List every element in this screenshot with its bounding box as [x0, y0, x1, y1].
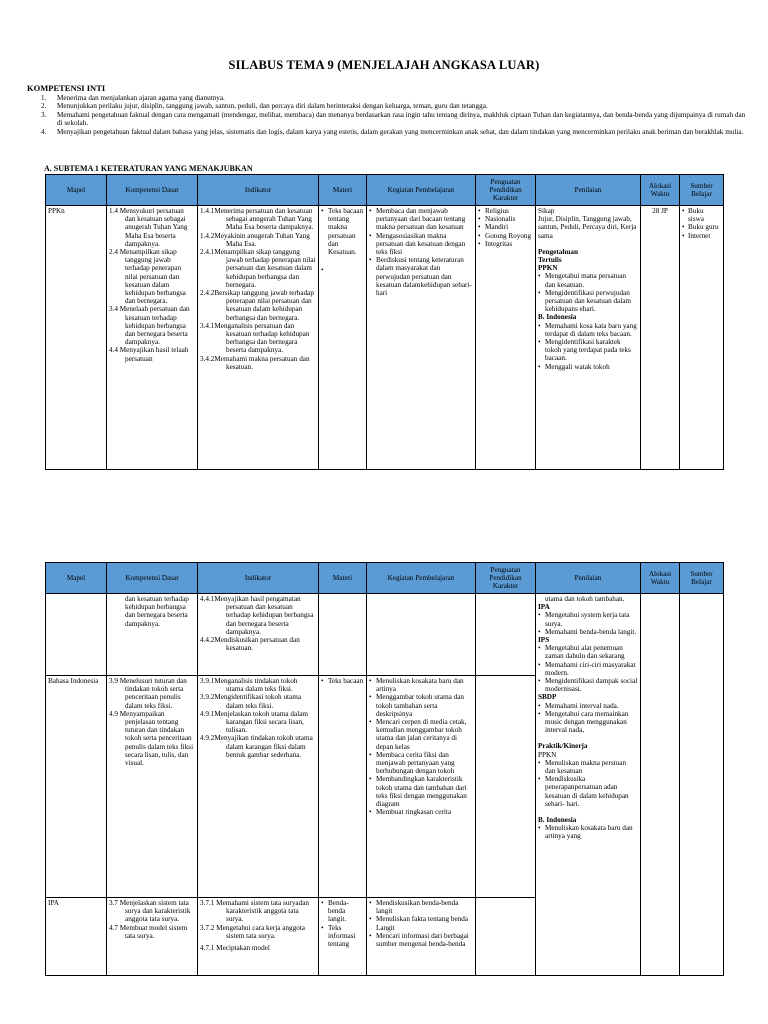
cell-kegiatan	[367, 898, 476, 976]
table-row	[46, 594, 724, 676]
list-item: • Memahami ciri-ciri masyarakat modern.	[545, 661, 638, 677]
cell-karakter	[476, 206, 536, 470]
cell-mapel: IPA	[46, 898, 107, 976]
cell-karakter	[476, 594, 536, 676]
cell-mapel: PPKn	[46, 206, 107, 470]
col-header-indikator: Indikator	[198, 175, 319, 206]
list-item: • Mengetahui cara memainkan music dengan menggunakan interval nada,	[545, 710, 638, 735]
table-header-row	[46, 563, 724, 594]
col-header-sumber: Sumber Belajar	[680, 175, 724, 206]
list-item: 2. Menunjukkan perilaku jujur, disiplin, tanggung jawab, santun, peduli, dan percaya diri dalam berinteraksi dengan keluarga, teman, guru dan tetangga.	[41, 102, 488, 111]
cell-indikator: 3.7.1 Memahami sistem tata suryadan karakteristik anggota tata surya. 3.7.2 Mengetahui cara kerja anggota sistem tata surya. 4.7.1 Meciptakan model	[198, 898, 319, 976]
col-header-materi: Materi	[319, 563, 367, 594]
list-item: • Memahami benda-benda langit.	[545, 628, 638, 636]
page-title: SILABUS TEMA 9 (MENJELAJAH ANGKASA LUAR)	[228, 58, 540, 72]
list-item: 4. Menyajikan pengetahuan faktual dalam bahasa yang jelas, sistematis dan logis, dalam karya yang estetis, dalam gerakan yang mencerminkan anak sehat, dan dalam tindakan yang mencerminkan perilaku anak beriman dan berakhlak mulia.	[41, 127, 744, 136]
cell-kd: dan kesatuan terhadap kehidupan berbangsa dan bernegara beserta dampaknya.	[107, 594, 198, 676]
cell-kd: 1.4 Mensyukuri persatuan dan kesatuan sebagai anugerah Tuhan Yang Maha Esa beserta dampaknya. 2.4 Menampilkan sikap tanggung jawab terhadap penerapan nilai persatuan dan kesatuan dalam kehidupan berbangsa dan bernegara. 3.4 Menelaah persatuan dan kesatuan terhadap kehidupan berbangsa dan bernegara beserta dampaknya. 4.4 Menyajikan hasil telaah persatuan	[107, 206, 198, 470]
list-item: • Berdiskusi tentang keteraturan dalam masyarakat dan perwujudan persatuan dan kesatuan dalamkehidupan sehari-hari	[376, 256, 473, 297]
cell-sumber	[680, 594, 724, 976]
list-item: • Membaca cerita fiksi dan menjawab pertanyaan yang berhubungan dengan tokoh	[376, 751, 473, 776]
list-item: • Mengetahui system kerja tata surya.	[545, 611, 638, 627]
cell-indikator: 3.9.1Menganalisis tindakan tokoh utama dalam teks fiksi. 3.9.2Mengidentifikasi tokoh utama dalam teks fiksi. 4.9.1Menjelaskan tokoh utama dalam karangan fiksi secara lisan, tulisan. 4.9.2Menyajikan tindakan tokoh utama dalam karangan fiksi dalam bentuk gambar sederhana.	[198, 676, 319, 898]
col-header-kegiatan: Kegiatan Pembelajaran	[367, 563, 476, 594]
list-item: • Menuliskan fakta tentang benda Langit	[376, 915, 473, 931]
table-row	[46, 206, 724, 470]
cell-waktu: 28 JP	[641, 206, 680, 470]
list-item: • Menggali watak tokoh	[545, 363, 638, 371]
list-item: 1. Menerima dan menjalankan ajaran agama yang dianutnya.	[41, 94, 225, 102]
col-header-kd: Kompetensi Dasar	[107, 563, 198, 594]
cell-materi	[319, 206, 367, 470]
list-item: • Membaca dan menjawab pertanyaan dari bacaan tentang makna persatuan dan kesatuan	[376, 207, 473, 232]
cell-mapel: Bahasa Indonesia	[46, 676, 107, 898]
list-item: • Teks informasi tentang	[328, 924, 364, 949]
col-header-penilaian: Penilaian	[536, 175, 641, 206]
cell-mapel	[46, 594, 107, 676]
col-header-materi: Materi	[319, 175, 367, 206]
col-header-karakter: Penguatan Pendidikan Karakter	[476, 175, 536, 206]
list-item: • Mengetahui alat penemuan zaman dahulu dan sekarang	[545, 644, 638, 660]
list-item: • Mendiskusika penerapanpersatuan adan kesatuan di dalam kehidupan sehari- hari.	[545, 775, 638, 808]
subtema-heading: A. SUBTEMA 1 KETERATURAN YANG MENAKJUBKAN	[44, 164, 253, 173]
list-item: • Menuliskan makna perstuan dan kesatuan	[545, 759, 638, 775]
list-item: • Mencari cerpen di media cetak, kemudian menggambar tokoh utama dan jalan ceritanya di depan kelas	[376, 718, 473, 751]
cell-karakter	[476, 898, 536, 976]
cell-indikator: 4.4.1Menyajikan hasil pengamatan persatuan dan kesatuan terhadap kehidupan berbangsa dan bernegara beserta dampaknya. 4.4.2Mendiskusikan persatuan dan kesatuan.	[198, 594, 319, 676]
list-item: • Benda-benda langit.	[328, 899, 364, 924]
cell-sumber	[680, 206, 724, 470]
cell-kegiatan	[367, 676, 476, 898]
list-item: • Menuliskan kosakata baru dan artinya	[376, 677, 473, 693]
list-item: • Teks bacaan tentang makna persatuan dan Kesatuan.	[328, 207, 364, 256]
list-item: • Memahami interval nada.	[545, 702, 638, 710]
syllabus-table-2	[45, 562, 724, 976]
kompetensi-inti-heading: KOMPETENSI INTI	[27, 83, 106, 93]
col-header-sumber: Sumber Belajar	[680, 563, 724, 594]
cell-kd: 3.7 Menjelaskan sistem tata surya dan karakteristik anggota tata surya. 4.7 Membuat model sistem tata surya.	[107, 898, 198, 976]
cell-penilaian: Sikap Jujur, Disiplin, Tanggung jawab, santun, Peduli, Percaya diri, Kerja sama Pengetahuan Tertulis PPKN • Mengetahui mana persatuan dan kesatuan. • Mengidentifikasi perwujudan persatuan dan kesatuan dalam kehidupans ehari. B. Indonesia • Memahami kosa kata baru yang terdapat di dalam teks bacaan. • Mengidentifikasi karaktek tokoh yang terdapat pada teks bacaan. • Menggali watak tokoh	[536, 206, 641, 470]
list-item: • Mendiskusikan benda-benda langit	[376, 899, 473, 915]
cell-waktu	[641, 594, 680, 976]
list-item: • Menuliskan kosakata baru dan artinya yang	[545, 824, 638, 840]
list-item: 3. Memahami pengetahuan faktual dengan cara mengamati (mendengar, melihat, membaca) dan menanya berdasarkan rasa ingin tahu tentang dirinya, makhluk ciptaan Tuhan dan kegiatannya, dan benda-benda yang dijumpainya di rumah dan di sekolah.	[41, 110, 746, 128]
list-item: • Menggambar tokoh utama dan tokoh tambahan serta deskripsinya	[376, 693, 473, 718]
list-item: • Mandiri	[485, 223, 533, 231]
cell-penilaian: utama dan tokoh tambahan. IPA • Mengetahui system kerja tata surya. • Memahami benda-benda langit. IPS • Mengetahui alat penemuan zaman dahulu dan sekarang • Memahami ciri-ciri masyarakat modern. • Mengidentifikasi dampak social modernisasi. SBDP • Memahami interval nada. • Mengetahui cara memainkan music dengan menggunakan interval nada, Praktik/Kinerja PPKN • Menuliskan makna perstuan dan kesatuan • Mendiskusika penerapanpersatuan adan kesatuan di dalam kehidupan sehari- hari. B. Indonesia • Menuliskan kosakata baru dan artinya yang	[536, 594, 641, 976]
list-item: • Buku siswa	[688, 207, 721, 223]
cell-materi	[319, 898, 367, 976]
cell-materi	[319, 676, 367, 898]
list-item: • Membuat ringkasan cerita	[376, 808, 473, 816]
cell-karakter	[476, 676, 536, 898]
list-item: • Integritas	[485, 240, 533, 248]
list-item: • Internet	[688, 232, 721, 240]
col-header-kegiatan: Kegiatan Pembelajaran	[367, 175, 476, 206]
list-item: • Buku guru	[688, 223, 721, 231]
cell-indikator: 1.4.1Menerima persatuan dan kesatuan sebagai anugerah Tuhan Yang Maha Esa beserta dampaknya. 1.4.2Meyakinin anugerah Tuhan Yang Maha Esa. 2.4.1Menampilkan sikap tanggung jawab terhadap penerapan nilai persatuan dan kesatuan dalam kehidupan berbangsa dan bernegara. 2.4.2Bersikap tanggung jawab terhadap penerapan nilai persatuan dan kesatuan dalam kehidupan berbangsa dan bernegara. 3.4.1Menganalisis persatuan dan kesatuan terhadap kehidupan berbangsa dan bernegara beserta dampaknya. 3.4.2Memahami makna persatuan dan kesatuan.	[198, 206, 319, 470]
list-item: • Mengidentifikasi perwujudan persatuan dan kesatuan dalam kehidupans ehari.	[545, 289, 638, 314]
list-item: • Memahami kosa kata baru yang terdapat di dalam teks bacaan.	[545, 322, 638, 338]
list-item: • Mengetahui mana persatuan dan kesatuan.	[545, 272, 638, 288]
list-item: • Gotong Royong	[485, 232, 533, 240]
syllabus-table-1	[45, 174, 724, 470]
cell-materi	[319, 594, 367, 676]
list-item: • Mengidentifikasi karaktek tokoh yang terdapat pada teks bacaan.	[545, 338, 638, 363]
table-header-row	[46, 175, 724, 206]
list-item: • Mengidentifikasi dampak social modernisasi.	[545, 677, 638, 693]
list-item: • Nasionalis	[485, 215, 533, 223]
col-header-karakter: Penguatan Pendidikan Karakter	[476, 563, 536, 594]
kompetensi-inti-list	[27, 94, 747, 136]
list-item: • Mengasosiasikan makna persatuan dan kesatuan dengan teks fiksi	[376, 232, 473, 257]
list-item: • Mencari informasi dari berbagai sumber mengenai benda-benda	[376, 932, 473, 948]
col-header-waktu: Alokasi Waktu	[641, 175, 680, 206]
list-item: • Membandingkan karakteristik tokoh utama dan tambahan dari teks fiksi dengan menggunakan diagram	[376, 775, 473, 808]
col-header-waktu: Alokasi Waktu	[641, 563, 680, 594]
cell-kegiatan	[367, 594, 476, 676]
cell-kegiatan	[367, 206, 476, 470]
col-header-penilaian: Penilaian	[536, 563, 641, 594]
cell-kd: 3.9 Menelusuri tuturan dan tindakan tokoh serta penceritaan penulis dalam teks fiksi. 4.9 Menyampaikan penjelasan tentang tuturan dan tindakan tokoh serta penceritaan penulis dalam teks fiksi secara lisan, tulis, dan visual.	[107, 676, 198, 898]
col-header-mapel: Mapel	[46, 563, 107, 594]
col-header-indikator: Indikator	[198, 563, 319, 594]
col-header-kd: Kompetensi Dasar	[107, 175, 198, 206]
list-item: • Teks bacaan	[328, 677, 364, 685]
list-item: • Religius	[485, 207, 533, 215]
col-header-mapel: Mapel	[46, 175, 107, 206]
